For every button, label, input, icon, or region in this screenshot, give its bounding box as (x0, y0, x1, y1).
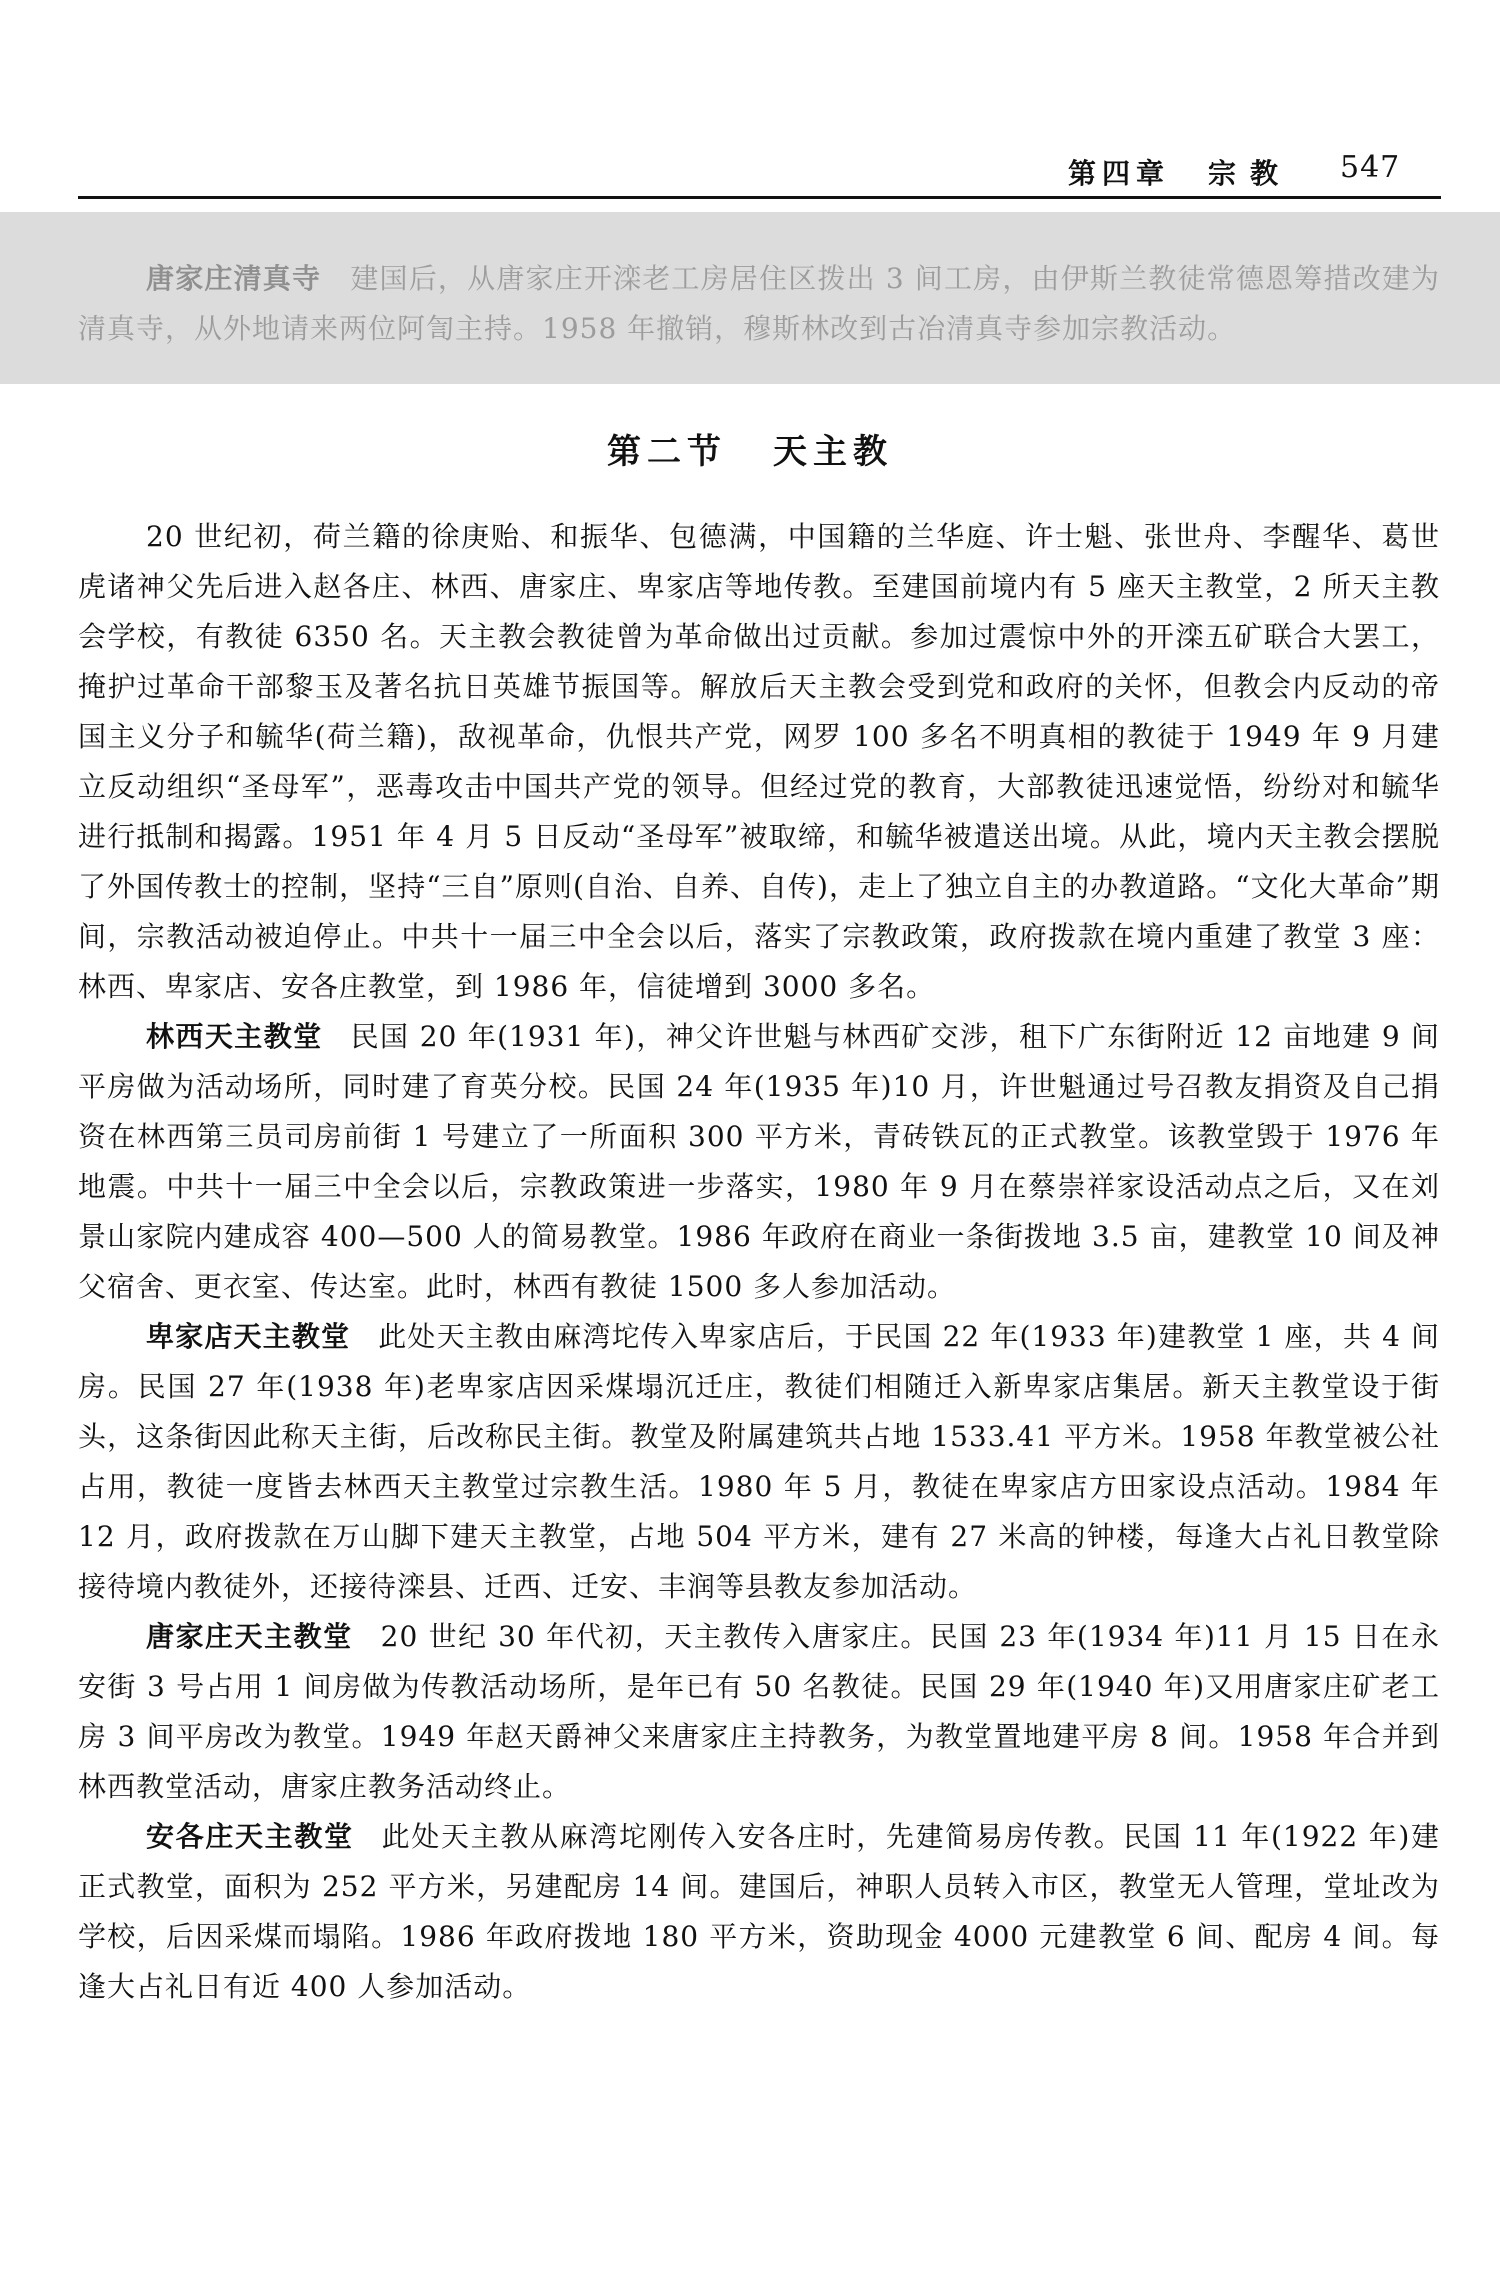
highlighted-paragraph-lead: 唐家庄清真寺 (146, 262, 322, 295)
paragraph-text: 民国 20 年(1931 年)，神父许世魁与林西矿交涉，租下广东街附近 12 亩地建 9 间平房做为活动场所，同时建了育英分校。民国 24 年(1935 年)10 月，许世魁通过号召教友捐资及自己捐资在林西第三员司房前街 1 号建立了一所面积 300 平方米，青砖铁瓦的正式教堂。该教堂毁于 1976 年地震。中共十一届三中全会以后，宗教政策进一步落实，1980 年 9 月在蔡崇祥家设活动点之后，又在刘景山家院内建成容 400—500 人的简易教堂。1986 年政府在商业一条街拨地 3.5 亩，建教堂 10 间及神父宿舍、更衣室、传达室。此时，林西有教徒 1500 多人参加活动。 (78, 1020, 1440, 1303)
paragraph-lead: 林西天主教堂 (146, 1020, 323, 1053)
paragraph-text: 20 世纪 30 年代初，天主教传入唐家庄。民国 23 年(1934 年)11 月 15 日在永安街 3 号占用 1 间房做为传教活动场所，是年已有 50 名教徒。民国 29 年(1940 年)又用唐家庄矿老工房 3 间平房改为教堂。1949 年赵天爵神父来唐家庄主持教务，为教堂置地建平房 8 间。1958 年合并到林西教堂活动，唐家庄教务活动终止。 (78, 1620, 1440, 1803)
body-text (78, 512, 1440, 2012)
section-label: 宗教 (1208, 157, 1293, 190)
paragraph-text: 此处天主教从麻湾坨刚传入安各庄时，先建简易房传教。民国 11 年(1922 年)建正式教堂，面积为 252 平方米，另建配房 14 间。建国后，神职人员转入市区，教堂无人管理，堂址改为学校，后因采煤而塌陷。1986 年政府拨地 180 平方米，资助现金 4000 元建教堂 6 间、配房 4 间。每逢大占礼日有近 400 人参加活动。 (78, 1820, 1440, 2003)
paragraph-lead: 卑家店天主教堂 (146, 1320, 351, 1353)
paragraph-text: 此处天主教由麻湾坨传入卑家店后，于民国 22 年(1933 年)建教堂 1 座，共 4 间房。民国 27 年(1938 年)老卑家店因采煤塌沉迁庄，教徒们相随迁入新卑家店集居。新天主教堂设于街头，这条街因此称天主街，后改称民主街。教堂及附属建筑共占地 1533.41 平方米。1958 年教堂被公社占用，教徒一度皆去林西天主教堂过宗教生活。1980 年 5 月，教徒在卑家店方田家设点活动。1984 年 12 月，政府拨款在万山脚下建天主教堂，占地 504 平方米，建有 27 米高的钟楼，每逢大占礼日教堂除接待境内教徒外，还接待滦县、迁西、迁安、丰润等县教友参加活动。 (78, 1320, 1440, 1603)
section-name: 天主教 (773, 432, 893, 472)
chapter-label: 第四章 (1068, 157, 1171, 190)
paragraph-intro (78, 512, 1440, 1012)
highlighted-paragraph-text: 建国后，从唐家庄开滦老工房居住区拨出 3 间工房，由伊斯兰教徒常德恩筹措改建为清真寺，从外地请来两位阿訇主持。1958 年撤销，穆斯林改到古冶清真寺参加宗教活动。 (78, 262, 1440, 345)
header-rule (78, 196, 1441, 199)
section-number: 第二节 (607, 432, 727, 472)
paragraph-text: 20 世纪初，荷兰籍的徐庚贻、和振华、包德满，中国籍的兰华庭、许士魁、张世舟、李醒华、葛世虎诸神父先后进入赵各庄、林西、唐家庄、卑家店等地传教。至建国前境内有 5 座天主教堂，2 所天主教会学校，有教徒 6350 名。天主教会教徒曾为革命做出过贡献。参加过震惊中外的开滦五矿联合大罢工，掩护过革命干部黎玉及著名抗日英雄节振国等。解放后天主教会受到党和政府的关怀，但教会内反动的帝国主义分子和毓华(荷兰籍)，敌视革命，仇恨共产党，网罗 100 多名不明真相的教徒于 1949 年 9 月建立反动组织“圣母军”，恶毒攻击中国共产党的领导。但经过党的教育，大部教徒迅速觉悟，纷纷对和毓华进行抵制和揭露。1951 年 4 月 5 日反动“圣母军”被取缔，和毓华被遣送出境。从此，境内天主教会摆脱了外国传教士的控制，坚持“三自”原则(自治、自养、自传)，走上了独立自主的办教道路。“文化大革命”期间，宗教活动被迫停止。中共十一届三中全会以后，落实了宗教政策，政府拨款在境内重建了教堂 3 座：林西、卑家店、安各庄教堂，到 1986 年，信徒增到 3000 多名。 (78, 520, 1440, 1003)
running-header (78, 150, 1418, 192)
paragraph-tangjiazhuang-church (78, 1612, 1440, 1812)
paragraph-lead: 唐家庄天主教堂 (146, 1620, 353, 1653)
paragraph-angezhuang-church (78, 1812, 1440, 2012)
paragraph-lead: 安各庄天主教堂 (146, 1820, 354, 1853)
paragraph-beijiadian-church (78, 1312, 1440, 1612)
section-title (0, 424, 1500, 473)
highlighted-paragraph (78, 254, 1440, 354)
paragraph-linxi-church (78, 1012, 1440, 1312)
page-number: 547 (1340, 150, 1401, 185)
